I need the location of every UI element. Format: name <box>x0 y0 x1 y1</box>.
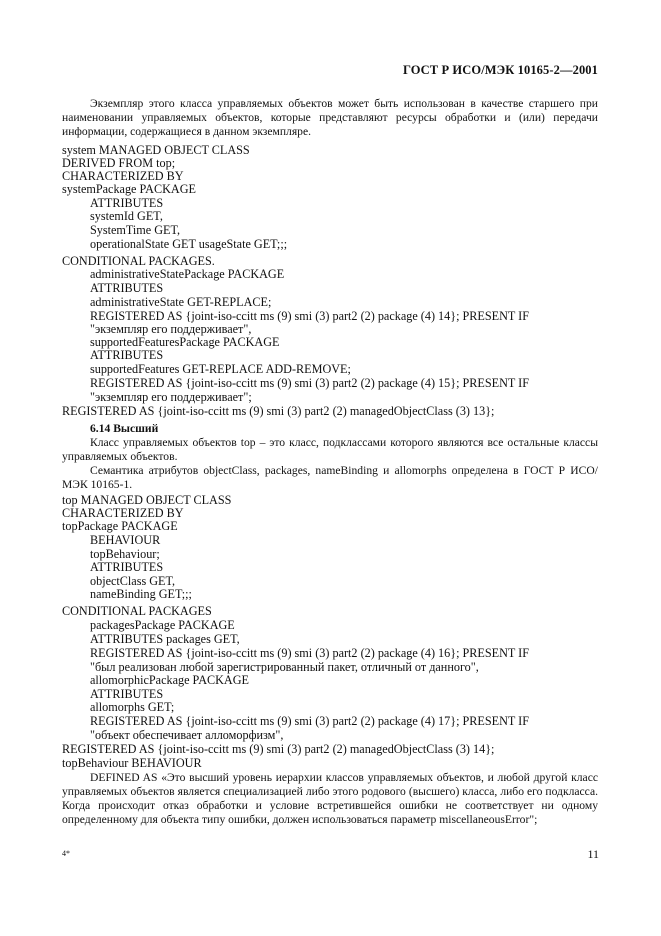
code-line: ATTRIBUTES <box>90 560 164 574</box>
section-text: Класс управляемых объектов top – это класс, подклассами которого являются все остальные классы управляемых объектов. <box>62 436 598 463</box>
code-line: REGISTERED AS {joint-iso-ccitt ms (9) smi (3) part2 (2) package (4) 14}; PRESENT IF <box>90 309 529 323</box>
page-number: 11 <box>587 847 599 861</box>
code-line: topBehaviour; <box>90 547 160 561</box>
code-line: administrativeStatePackage PACKAGE <box>90 267 285 281</box>
code-line: objectClass GET, <box>90 574 176 588</box>
defined-as-paragraph <box>62 771 598 827</box>
code-line: ATTRIBUTES <box>90 687 164 701</box>
defined-as-text: DEFINED AS «Это высший уровень иерархии классов управляемых объектов, и любой другой класс управляемых объектов является специализацией либо этого родового (высшего) класса, либо его подкласса. Когда происходит отказ обработки и условие встретившейся ошибки не соответствует ни одному определенному для объекта типу ошибки, должен использоваться параметр miscellaneousError"; <box>62 771 598 826</box>
code-line: "объект обеспечивает алломорфизм", <box>90 728 284 742</box>
code-line: operationalState GET usageState GET;;; <box>90 237 288 251</box>
code-line: systemPackage PACKAGE <box>62 182 196 196</box>
code-line: allomorphicPackage PACKAGE <box>90 673 249 687</box>
section-heading: 6.14 Высший <box>90 422 159 435</box>
section-paragraph <box>62 436 598 492</box>
intro-paragraph <box>62 97 598 139</box>
code-line: REGISTERED AS {joint-iso-ccitt ms (9) smi (3) part2 (2) package (4) 17}; PRESENT IF <box>90 714 529 728</box>
code-line: DERIVED FROM top; <box>62 156 176 170</box>
code-line: REGISTERED AS {joint-iso-ccitt ms (9) smi (3) part2 (2) package (4) 15}; PRESENT IF <box>90 376 529 390</box>
code-line: packagesPackage PACKAGE <box>90 618 235 632</box>
section-text: Семантика атрибутов objectClass, packages, nameBinding и allomorphs определена в ГОСТ Р ИСО/МЭК 10165-1. <box>62 464 598 491</box>
document-header: ГОСТ Р ИСО/МЭК 10165-2—2001 <box>402 63 598 77</box>
code-line: CONDITIONAL PACKAGES. <box>62 254 215 268</box>
code-line: administrativeState GET-REPLACE; <box>90 295 272 309</box>
code-line: CONDITIONAL PACKAGES <box>62 604 212 618</box>
code-line: SystemTime GET, <box>90 223 181 237</box>
code-line: supportedFeatures GET-REPLACE ADD-REMOVE; <box>90 362 351 376</box>
code-line: REGISTERED AS {joint-iso-ccitt ms (9) smi (3) part2 (2) managedObjectClass (3) 13}; <box>62 404 495 418</box>
code-line: CHARACTERIZED BY <box>62 169 184 183</box>
code-line: ATTRIBUTES <box>90 196 164 210</box>
code-line: ATTRIBUTES <box>90 281 164 295</box>
code-line: system MANAGED OBJECT CLASS <box>62 143 250 157</box>
code-line: REGISTERED AS {joint-iso-ccitt ms (9) smi (3) part2 (2) package (4) 16}; PRESENT IF <box>90 646 529 660</box>
code-line: ATTRIBUTES packages GET, <box>90 632 240 646</box>
code-line: REGISTERED AS {joint-iso-ccitt ms (9) smi (3) part2 (2) managedObjectClass (3) 14}; <box>62 742 495 756</box>
code-line: BEHAVIOUR <box>90 533 161 547</box>
code-line: allomorphs GET; <box>90 700 175 714</box>
code-line: top MANAGED OBJECT CLASS <box>62 493 232 507</box>
code-line: topPackage PACKAGE <box>62 519 178 533</box>
code-line: "экземпляр его поддерживает"; <box>90 390 252 404</box>
code-line: CHARACTERIZED BY <box>62 506 184 520</box>
code-line: "был реализован любой зарегистрированный пакет, отличный от данного", <box>90 660 479 674</box>
intro-text: Экземпляр этого класса управляемых объектов может быть использован в качестве старшего при наименовании управляемых объектов, которые представляют ресурсы обработки и (или) передачи информации, содержащиеся в данном экземпляре. <box>62 97 598 138</box>
code-line: nameBinding GET;;; <box>90 587 192 601</box>
footer-mark: 4* <box>62 849 70 858</box>
code-line: ATTRIBUTES <box>90 348 164 362</box>
code-line: supportedFeaturesPackage PACKAGE <box>90 335 280 349</box>
code-line: "экземпляр его поддерживает", <box>90 322 252 336</box>
code-line: systemId GET, <box>90 209 163 223</box>
code-line: topBehaviour BEHAVIOUR <box>62 756 202 770</box>
